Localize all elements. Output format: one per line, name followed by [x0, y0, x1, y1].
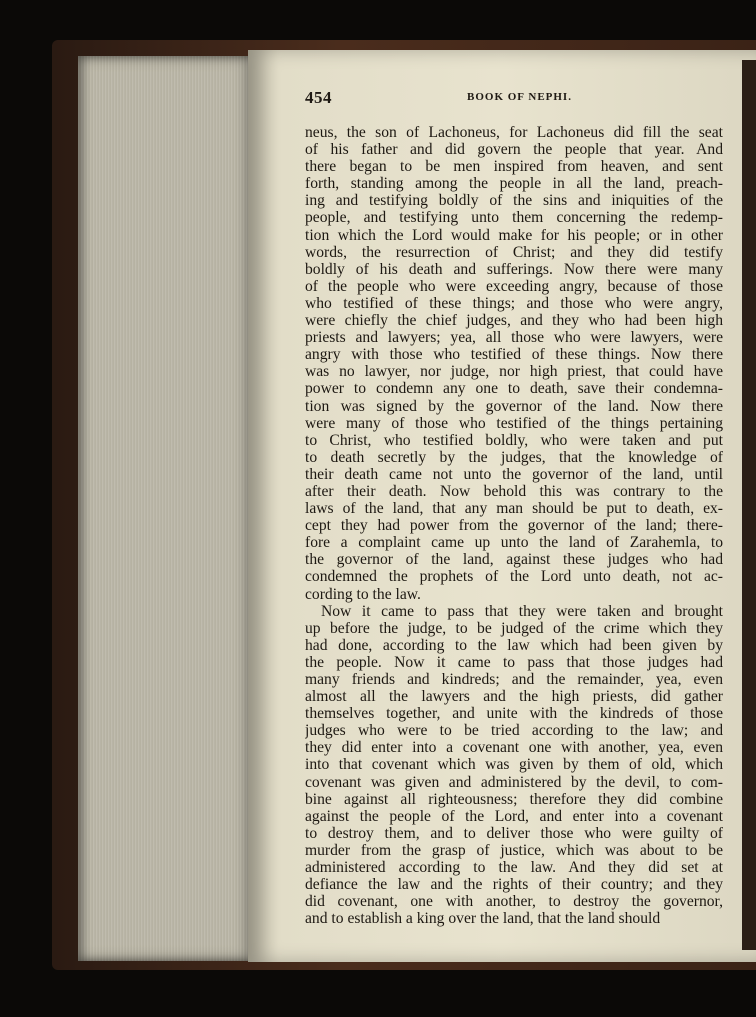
text-line: they did enter into a covenant one with another, yea, even [305, 739, 723, 757]
text-line: had done, according to the law which had been given by [305, 636, 723, 654]
text-line: power to condemn any one to death, save their condemna- [305, 380, 723, 398]
text-line: were chiefly the chief judges, and they who had been high [305, 312, 723, 330]
text-line: angry with those who testified of these things. Now there [305, 346, 723, 364]
text-line: against the people of the Lord, and enter into a covenant [305, 807, 723, 825]
text-line: condemned the prophets of the Lord unto death, not ac- [305, 568, 723, 586]
text-line: Now it came to pass that they were taken and brought [321, 602, 723, 620]
text-line: words, the resurrection of Christ; and they did testify [305, 243, 723, 261]
text-line: up before the judge, to be judged of the crime which they [305, 619, 723, 637]
opposite-cover-edge [742, 60, 756, 950]
text-line: the people. Now it came to pass that those judges had [305, 653, 723, 671]
text-line: administered according to the law. And they did set at [305, 859, 723, 877]
text-line: tion was signed by the governor of the land. Now there [305, 397, 723, 415]
text-line: themselves together, and unite with the kindreds of those [305, 705, 723, 723]
text-line: were many of those who testified of the things pertaining [305, 414, 723, 432]
text-line: almost all the lawyers and the high priests, did gather [305, 688, 723, 706]
text-line: and to establish a king over the land, that the land should [305, 910, 661, 928]
body-text [305, 124, 723, 927]
text-line: defiance the law and the rights of their country; and they [305, 876, 723, 894]
text-line: neus, the son of Lachoneus, for Lachoneus did fill the seat [305, 124, 723, 141]
text-line: to Christ, who testified boldly, who were taken and put [305, 431, 723, 449]
text-line: laws of the land, that any man should be put to death, ex- [305, 500, 723, 518]
text-line: priests and lawyers; yea, all those who were lawyers, were [305, 329, 723, 347]
text-line: after their death. Now behold this was contrary to the [305, 482, 723, 500]
text-line: covenant was given and administered by the devil, to com- [305, 773, 723, 791]
text-line: the governor of the land, against these judges who had [305, 551, 723, 569]
text-line: ing and testifying boldly of the sins and iniquities of the [305, 192, 723, 210]
text-line: to destroy them, and to deliver those who were guilty of [305, 824, 723, 842]
text-line: there began to be men inspired from heaven, and sent [305, 158, 723, 176]
text-line: forth, standing among the people in all the land, preach- [305, 175, 723, 193]
text-line: tion which the Lord would make for his people; or in other [305, 226, 723, 244]
text-line: cording to the law. [305, 585, 421, 603]
text-line: of the people who were exceeding angry, because of those [305, 277, 723, 295]
text-line: who testified of these things; and those who were angry, [305, 294, 723, 312]
text-line: fore a complaint came up unto the land of Zarahemla, to [305, 534, 723, 552]
page-number: 454 [305, 88, 332, 107]
text-line: did covenant, one with another, to destroy the governor, [305, 893, 723, 911]
text-line: to death secretly by the judges, that the knowledge of [305, 448, 723, 466]
text-line: murder from the grasp of justice, which was about to be [305, 841, 723, 859]
running-head: BOOK OF NEPHI. [467, 91, 572, 103]
text-line: was no lawyer, nor judge, nor high priest, that could have [305, 363, 723, 381]
text-line: cept they had power from the governor of the land; there- [305, 517, 723, 535]
page-edges [78, 56, 258, 961]
text-line: bine against all righteousness; therefore they did combine [305, 790, 723, 808]
text-line: of his father and did govern the people that year. And [305, 141, 723, 159]
text-line: into that covenant which was given by them of old, which [305, 756, 723, 774]
text-line: their death came not unto the governor of the land, until [305, 465, 723, 483]
text-line: judges who were to be tried according to the law; and [305, 722, 723, 740]
text-line: people, and testifying unto them concerning the redemp- [305, 209, 723, 227]
page-header [305, 88, 725, 110]
text-line: many friends and kindreds; and the remainder, yea, even [305, 671, 723, 688]
text-line: boldly of his death and sufferings. Now there were many [305, 260, 723, 278]
